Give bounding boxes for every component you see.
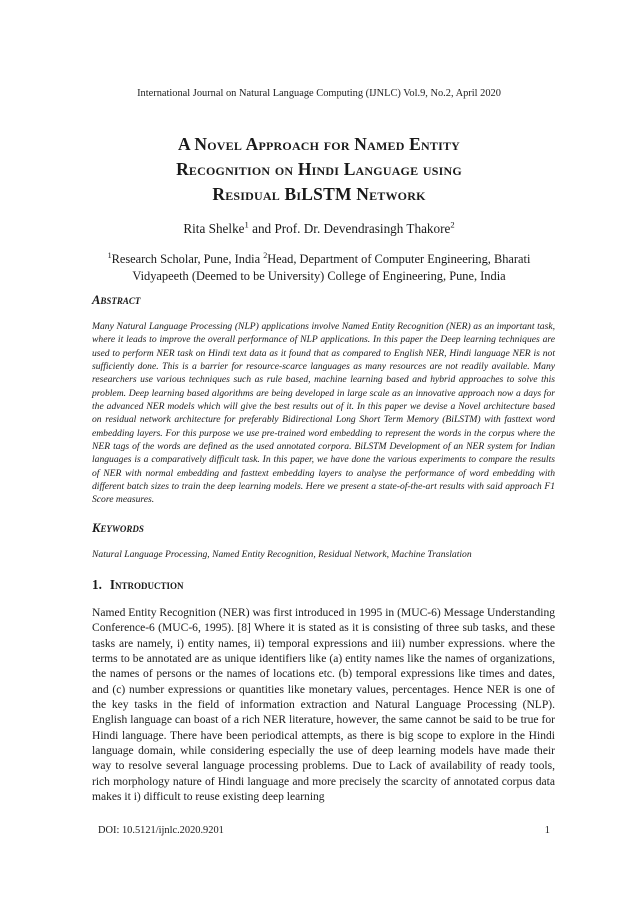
affil-1-mark: 1 [107,250,112,260]
keywords-text: Natural Language Processing, Named Entity Recognition, Residual Network, Machine Translation [92,549,472,560]
author-1-affil-mark: 1 [244,219,249,230]
affil-1-text: Research Scholar, Pune, India [111,252,264,266]
author-2-name: and Prof. Dr. Devendrasingh Thakore [248,221,451,236]
abstract-text: Many Natural Language Processing (NLP) applications involve Named Entity Recognition (NER) as an important task, where it leads to improve the overall performance of NLP applications. In this paper the Deep learning techniques are used to perform NER task on Hindi text data as it found that as compared to English NER, Hindi language NER is not sufficiently done. This is a barrier for resource-scarce languages as many resources are not readily available. Many researchers use various techniques such as rule based, machine learning based and hybrid approaches to solve this problem. Deep learning based algorithms are being developed in large scale as an innovative approach now a days for the advanced NER models which will give the best results out of it. In this paper we devise a Novel architecture based on residual network architecture for preferably Bidirectional Long Short Term Memory (BiLSTM) with fasttext word embedding layers. For this purpose we use pre-trained word embedding to represent the words in the corpus where the NER tags of the words are defined as the used annotated corpora. BiLSTM Development of an NER system for Indian languages is a comparatively difficult task. In this paper, we have done the various experiments to compare the results of NER with normal embedding and fasttext embedding layers to analyse the performance of word embedding with different batch sizes to train the deep learning models. Here we present a state-of-the-art results with said approach F1 Score measures. [92,321,555,506]
author-2-affil-mark: 2 [450,219,455,230]
introduction-text: Named Entity Recognition (NER) was first introduced in 1995 in (MUC-6) Message Understanding Conference-6 (MUC-6, 1995). [8] Where it is stated as it is consisting of three sub tasks, and these tasks are namely, i) entity names, ii) temporal expressions and iii) number expressions. where the terms to be annotated are as unique identifiers like (a) entity names like the names of organizations, the names of persons or the names of locations etc. (b) temporal expressions like times and dates, and (c) number expressions or quantities like monetary values, percentages. Hence NER is one of the key tasks in the field of information extraction and Natural Language Processing (NLP). English language can boast of a rich NER literature, however, the same cannot be said to be true for Hindi language. There have been periodical attempts, as there is big scope to explore in the Hindi language domain, while considering especially the use of deep learning models have made their way to resolve several language processing problems. Due to Lack of availability of ready tools, rich morphology nature of Hindi language and more precisely the scarcity of annotated corpus data makes it i) difficult to reuse existing deep learning [92,607,555,804]
title-line: Recognition on Hindi Language using [176,159,462,179]
title-line: Residual BiLSTM Network [212,184,426,204]
abstract-heading: Abstract [92,293,141,307]
paper-title [60,132,578,207]
affil-2-text: Head, Department of Computer Engineering, Bharati Vidyapeeth (Deemed to be University) College of Engineering, Pune, India [132,252,531,283]
affiliations [82,251,556,285]
page-number: 1 [544,825,550,836]
author-1-name: Rita Shelke [183,221,245,236]
footer-doi: DOI: 10.5121/ijnlc.2020.9201 [98,825,224,836]
section-title: Introduction [109,577,184,592]
journal-header: International Journal on Natural Language Computing (IJNLC) Vol.9, No.2, April 2020 [137,88,501,99]
affil-2-mark: 2 [263,250,268,260]
introduction-heading [92,577,184,593]
title-line: A Novel Approach for Named Entity [177,134,461,154]
keywords-heading: Keywords [92,521,144,535]
author-list [0,221,638,237]
section-number: 1. [92,577,102,592]
